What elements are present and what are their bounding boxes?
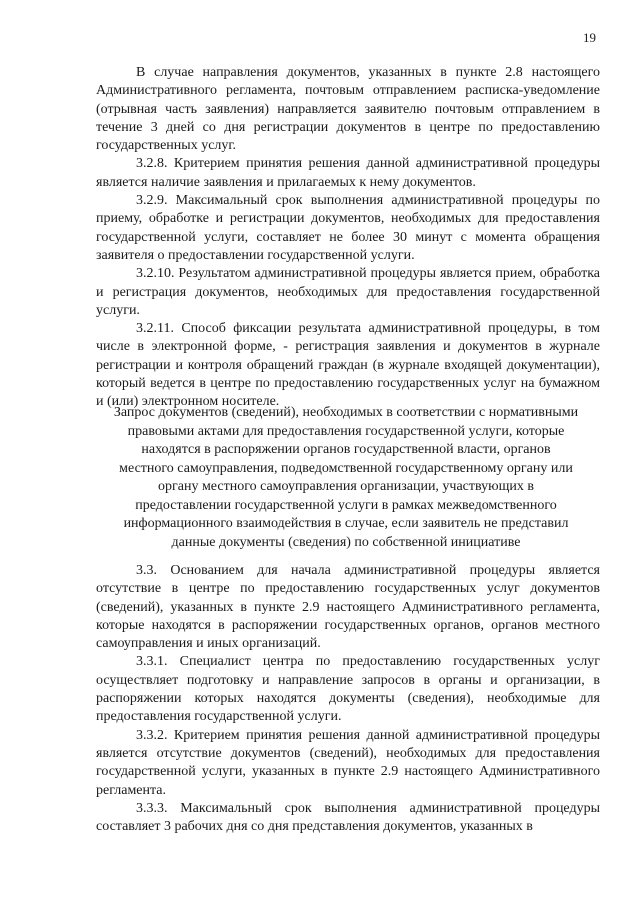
section-heading-line: данные документы (сведения) по собственной инициативе xyxy=(171,534,521,550)
section-heading-line: информационного взаимодействия в случае, если заявитель не представил xyxy=(123,516,569,531)
paragraph-3-3-3: 3.3.3. Максимальный срок выполнения административной процедуры составляет 3 рабочих дня со дня представления документов, указанных в xyxy=(96,800,600,835)
section-heading-line: местного самоуправления, подведомственной государственному органу или xyxy=(119,460,573,476)
document-body-bottom xyxy=(96,562,600,836)
paragraph-3-2-8: 3.2.8. Критерием принятия решения данной административной процедуры является наличие заявления и прилагаемых к нему документов. xyxy=(96,156,600,190)
paragraph-3-2-10: 3.2.10. Результатом административной процедуры является прием, обработка и регистрация документов, необходимых для предоставления государственной услуги. xyxy=(96,266,600,318)
document-body-top xyxy=(96,64,600,412)
section-heading-line: органу местного самоуправления организации, участвующих в xyxy=(158,479,534,494)
section-heading xyxy=(76,404,616,552)
section-heading-line: Запрос документов (сведений), необходимых в соответствии с нормативными xyxy=(113,405,579,420)
paragraph-3-2-11: 3.2.11. Способ фиксации результата административной процедуры, в том числе в электронной форме, - регистрация заявления и документов в журнале регистрации и контроля обращений граждан (в журнале входящей документации), который ведется в центре по предоставлению государственных услуг на бумажном и (или) электронном носителе. xyxy=(96,321,600,410)
section-heading-line: находятся в распоряжении органов государственной власти, органов xyxy=(141,442,551,457)
paragraph-3-3: 3.3. Основанием для начала административной процедуры является отсутствие в центре по предоставлению государственных услуг документов (сведений), указанных в пункте 2.9 настоящего Административного регламента, которые находятся в распоряжении государственных органов, органов местного самоуправления и иных организаций. xyxy=(96,563,600,652)
section-heading-line: правовыми актами для предоставления государственной услуги, которые xyxy=(127,423,565,439)
paragraph-3-3-1: 3.3.1. Специалист центра по предоставлению государственных услуг осуществляет подготовку и направление запросов в органы и организации, в распоряжении которых находятся документы (сведения), необходимые для предоставления государственной услуги. xyxy=(96,654,600,725)
paragraph-3-2-9: 3.2.9. Максимальный срок выполнения административной процедуры по приему, обработке и регистрации документов, необходимых для предоставления государственной услуги, составляет не более 30 минут с момента обращения заявителя о предоставлении государственной услуги. xyxy=(96,193,600,263)
paragraph-3-3-2: 3.3.2. Критерием принятия решения данной административной процедуры является отсутствие документов (сведений), необходимых для предоставления государственной услуги, указанных в пункте 2.9 настоящего Административного регламента. xyxy=(96,727,600,798)
page-number: 19 xyxy=(583,30,596,45)
section-heading-line: предоставлении государственной услуги в рамках межведомственного xyxy=(135,497,557,513)
paragraph-mail-notice: В случае направления документов, указанных в пункте 2.8 настоящего Административного регламента, почтовым отправлением расписка-уведомление (отрывная часть заявления) направляется заявителю почтовым отправлением в течение 3 дней со дня регистрации документов в центре по предоставлению государственных услуг. xyxy=(96,65,600,154)
